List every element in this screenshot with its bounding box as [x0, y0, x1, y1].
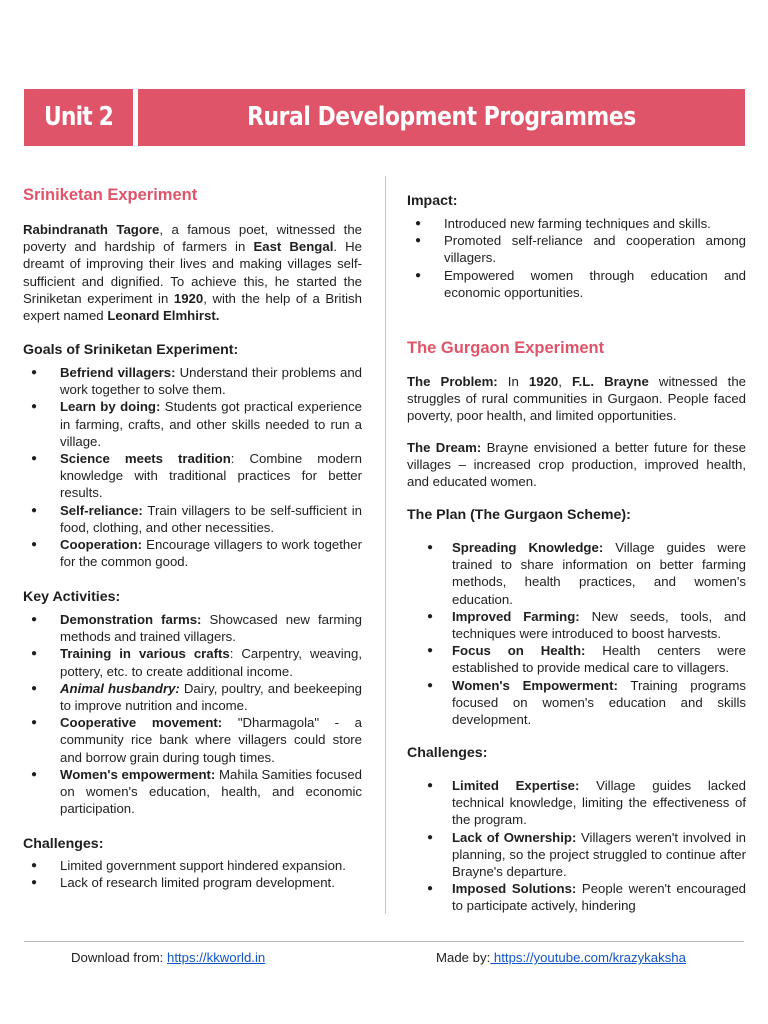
sriniketan-challenges-heading: Challenges: [23, 836, 104, 852]
list-item: ● Befriend villagers: Understand their problems and work together to solve them. [23, 364, 362, 398]
list-item: ● Cooperative movement: "Dharmagola" - a community rice bank where villagers could store and borrow grain during tough times. [23, 714, 362, 766]
impact-heading: Impact: [407, 193, 458, 209]
footer-download [71, 949, 265, 966]
gurgaon-challenges-heading: Challenges: [407, 745, 488, 761]
list-item: ● Promoted self-reliance and cooperation among villagers. [407, 232, 746, 266]
list-item: ● Animal husbandry: Dairy, poultry, and beekeeping to improve nutrition and income. [23, 680, 362, 714]
column-divider [385, 176, 386, 914]
list-item: ● Learn by doing: Students got practical experience in farming, crafts, and other skills needed to run a village. [23, 398, 362, 450]
header-banner [24, 89, 745, 146]
banner-divider [133, 89, 138, 146]
list-item: ● Training in various crafts: Carpentry, weaving, pottery, etc. to create additional income. [23, 645, 362, 679]
sriniketan-intro: Rabindranath Tagore, a famous poet, witnessed the poverty and hardship of farmers in East Bengal. He dreamt of improving their lives and making villages self-sufficient and dignified. To achieve this, he started the Sriniketan experiment in 1920, with the help of a British expert named Leonard Elmhirst. [23, 222, 363, 324]
gurgaon-title: The Gurgaon Experiment [407, 339, 605, 357]
list-item: ● Limited Expertise: Village guides lacked technical knowledge, limiting the effectiveness of the program. [407, 777, 746, 829]
goals-list [23, 364, 362, 570]
list-item: ● Women's empowerment: Mahila Samities focused on women's education, health, and economic participation. [23, 766, 362, 818]
list-item: ● Women's Empowerment: Training programs focused on women's education and skills development. [407, 677, 746, 729]
sriniketan-title: Sriniketan Experiment [23, 186, 198, 204]
list-item: ● Demonstration farms: Showcased new farming methods and trained villagers. [23, 611, 362, 645]
list-item: ● Science meets tradition: Combine modern knowledge with traditional practices for better results. [23, 450, 362, 502]
gurgaon-dream: The Dream: Brayne envisioned a better future for these villages – increased crop production, improved health, and educated women. [407, 440, 746, 490]
key-activities-heading: Key Activities: [23, 589, 121, 605]
list-item: ● Focus on Health: Health centers were established to provide medical care to villagers. [407, 642, 746, 676]
list-item: ● Imposed Solutions: People weren't encouraged to participate actively, hindering [407, 880, 746, 914]
footer-divider [24, 941, 744, 942]
goals-heading: Goals of Sriniketan Experiment: [23, 342, 239, 358]
list-item: ● Empowered women through education and economic opportunities. [407, 267, 746, 301]
made-by-label: Made by: [436, 950, 491, 965]
impact-list [407, 215, 746, 301]
list-item: ● Cooperation: Encourage villagers to work together for the common good. [23, 536, 362, 570]
unit-label: Unit 2 [44, 102, 113, 132]
list-item: ● Lack of Ownership: Villagers weren't involved in planning, so the project struggled to continue after Brayne's departure. [407, 829, 746, 881]
gurgaon-challenges-list [407, 777, 746, 915]
sriniketan-challenges-list [23, 857, 362, 891]
page-title: Rural Development Programmes [247, 102, 636, 132]
footer-made-by [436, 949, 686, 966]
download-link[interactable]: https://kkworld.in [167, 950, 266, 965]
gurgaon-problem: The Problem: In 1920, F.L. Brayne witnessed the struggles of rural communities in Gurgaon. People faced poverty, poor health, and limited opportunities. [407, 374, 746, 424]
list-item: ● Limited government support hindered expansion. [23, 857, 362, 874]
activities-list [23, 611, 362, 817]
plan-heading: The Plan (The Gurgaon Scheme): [407, 507, 631, 523]
download-label: Download from: [71, 950, 168, 965]
plan-list [407, 539, 746, 728]
list-item: ● Introduced new farming techniques and skills. [407, 215, 746, 232]
list-item: ● Lack of research limited program development. [23, 874, 362, 891]
list-item: ● Improved Farming: New seeds, tools, and techniques were introduced to boost harvests. [407, 608, 746, 642]
youtube-link[interactable]: https://youtube.com/krazykaksha [490, 950, 686, 965]
list-item: ● Spreading Knowledge: Village guides were trained to share information on better farming methods, health practices, and women's education. [407, 539, 746, 608]
list-item: ● Self-reliance: Train villagers to be self-sufficient in food, clothing, and other necessities. [23, 502, 362, 536]
